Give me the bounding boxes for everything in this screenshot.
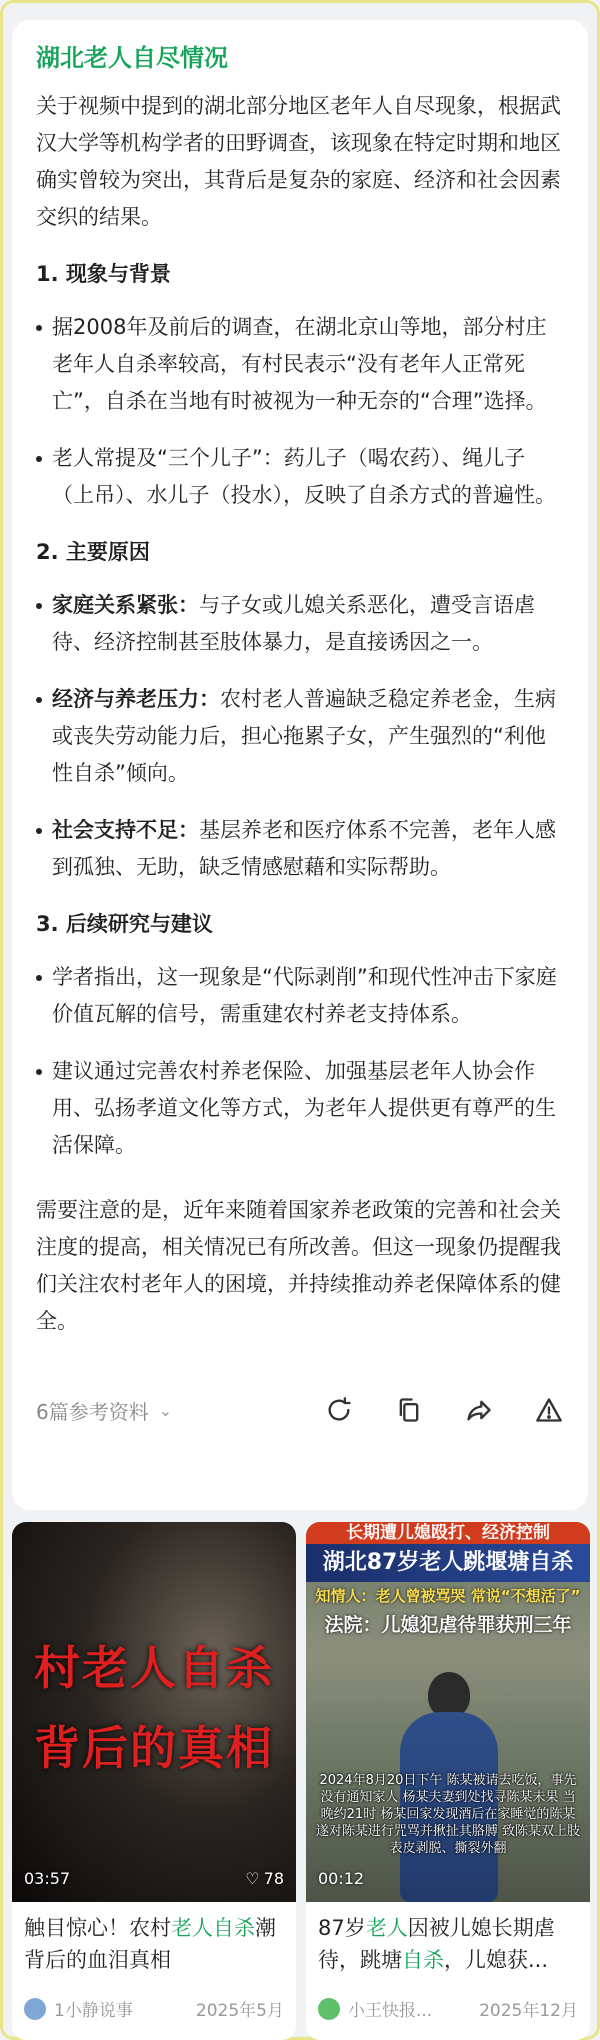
publish-date: 2025年5月 xyxy=(195,2001,284,2021)
section-heading-background: 1. 现象与背景 xyxy=(36,262,171,286)
author-name: 小王快报... xyxy=(348,2001,433,2021)
section-heading-research: 3. 后续研究与建议 xyxy=(36,912,213,936)
like-count: ♡ 78 xyxy=(245,1869,284,1888)
thumbnail-headline: 湖北87岁老人跳堰塘自杀 xyxy=(306,1544,590,1582)
answer-actions xyxy=(324,1395,564,1425)
causes-list xyxy=(36,587,564,886)
report-icon[interactable] xyxy=(534,1395,564,1425)
thumbnail-text: 村老人自杀 xyxy=(34,1641,274,1695)
publish-date: 2025年12月 xyxy=(479,2001,578,2021)
author-name: 1小静说事 xyxy=(54,2001,133,2021)
thumbnail-subtitle: 知情人：老人曾被骂哭 常说“不想活了” xyxy=(315,1587,581,1605)
list-item: 学者指出，这一现象是“代际剥削”和现代性冲击下家庭价值瓦解的信号，需重建农村养老支持体系。 xyxy=(36,959,564,1033)
video-card[interactable] xyxy=(306,1522,590,2040)
list-item: 家庭关系紧张：与子女或儿媳关系恶化，遭受言语虐待、经济控制甚至肢体暴力，是直接诱因之一。 xyxy=(36,587,564,661)
references-toggle[interactable] xyxy=(36,1396,324,1425)
list-item: 老人常提及“三个儿子”：药儿子（喝农药）、绳儿子（上吊）、水儿子（投水），反映了自杀方式的普遍性。 xyxy=(36,440,564,514)
list-item: 建议通过完善农村养老保险、加强基层老年人协会作用、弘扬孝道文化等方式，为老年人提供更有尊严的生活保障。 xyxy=(36,1053,564,1164)
thumbnail-banner: 长期遭儿媳殴打、经济控制 xyxy=(306,1522,590,1544)
video-thumbnail[interactable] xyxy=(12,1522,296,1902)
answer-closing: 需要注意的是，近年来随着国家养老政策的完善和社会关注度的提高，相关情况已有所改善。但这一现象仍提醒我们关注农村老年人的困境，并持续推动养老保障体系的健全。 xyxy=(36,1198,561,1333)
video-title[interactable]: 触目惊心！农村老人自杀潮背后的血泪真相 xyxy=(24,1916,276,1972)
video-title[interactable]: 87岁老人因被儿媳长期虐待，跳塘自杀，儿媳获... xyxy=(318,1916,555,1972)
thumbnail-text: 背后的真相 xyxy=(34,1721,274,1775)
list-item: 据2008年及前后的调查，在湖北京山等地，部分村庄老年人自杀率较高，有村民表示“没有老年人正常死亡”，自杀在当地有时被视为一种无奈的“合理”选择。 xyxy=(36,309,564,420)
video-duration: 00:12 xyxy=(318,1869,365,1888)
avatar xyxy=(24,1998,46,2020)
list-item: 经济与养老压力：农村老人普遍缺乏稳定养老金，生病或丧失劳动能力后，担心拖累子女，产生强烈的“利他性自杀”倾向。 xyxy=(36,681,564,792)
references-label: 6篇参考资料 xyxy=(36,1399,149,1424)
ai-answer-card xyxy=(12,20,588,1510)
copy-icon[interactable] xyxy=(394,1395,424,1425)
video-meta xyxy=(306,1986,590,2031)
refresh-icon[interactable] xyxy=(324,1395,354,1425)
thumbnail-caption: 2024年8月20日下午 陈某被请去吃饭，事先没有通知家人 杨某夫妻到处找寻陈某未果 当晚约21时 杨某回家发现酒后在家睡觉的陈某 遂对陈某进行咒骂并揪扯其胳膊 致陈某双上肢表皮剥脱、撕裂外翻 xyxy=(315,1773,581,1856)
research-list xyxy=(36,959,564,1164)
heart-icon: ♡ xyxy=(245,1869,260,1888)
answer-intro: 关于视频中提到的湖北部分地区老年人自尽现象，根据武汉大学等机构学者的田野调查，该现象在特定时期和地区确实曾较为突出，其背后是复杂的家庭、经济和社会因素交织的结果。 xyxy=(36,94,561,229)
video-card[interactable] xyxy=(12,1522,296,2040)
video-thumbnail[interactable] xyxy=(306,1522,590,1902)
answer-title: 湖北老人自尽情况 xyxy=(36,44,228,72)
chevron-down-icon: ⌄ xyxy=(158,1400,173,1420)
video-duration: 03:57 xyxy=(24,1869,71,1888)
section-heading-causes: 2. 主要原因 xyxy=(36,540,150,564)
share-icon[interactable] xyxy=(464,1395,494,1425)
background-list xyxy=(36,309,564,514)
avatar xyxy=(318,1998,340,2020)
list-item: 社会支持不足：基层养老和医疗体系不完善，老年人感到孤独、无助，缺乏情感慰藉和实际帮助。 xyxy=(36,812,564,886)
answer-footer xyxy=(36,1385,564,1435)
video-meta xyxy=(12,1986,296,2031)
thumbnail-subtitle: 法院：儿媳犯虐待罪获刑三年 xyxy=(324,1614,572,1636)
